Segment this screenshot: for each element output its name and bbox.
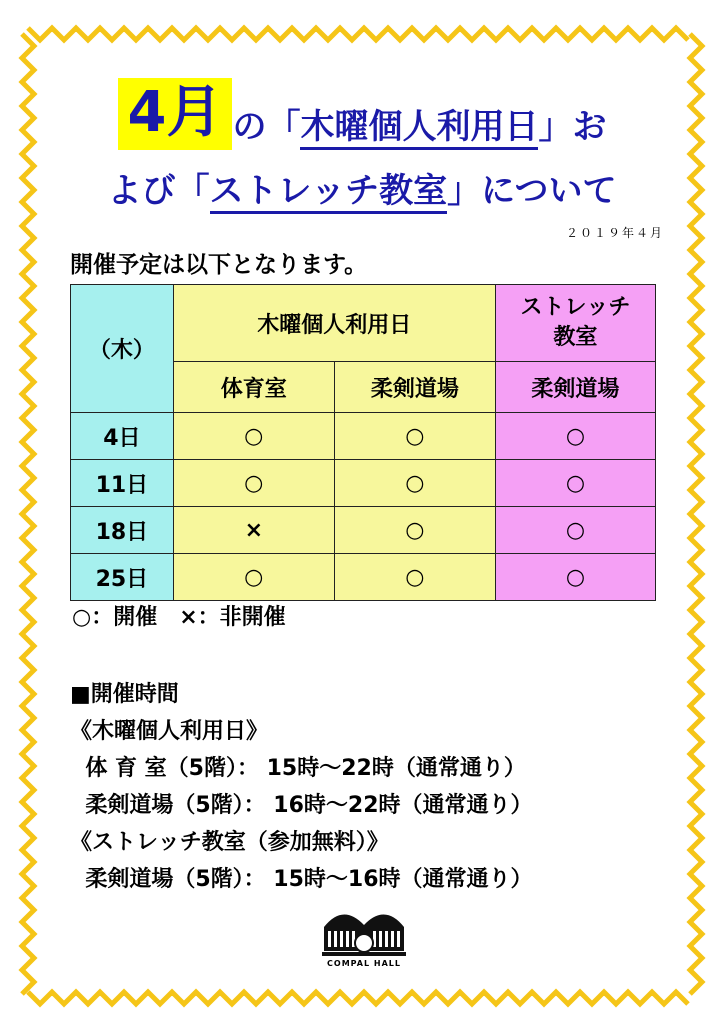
day-header: （木） [71, 285, 174, 413]
title-line-1 [0, 78, 724, 158]
schedule-times [70, 676, 533, 898]
day-cell: 25日 [71, 554, 174, 601]
mark-cell: ○ [495, 460, 655, 507]
day-cell: 4日 [71, 413, 174, 460]
day-cell: 18日 [71, 507, 174, 554]
mark-cell: ○ [334, 460, 495, 507]
issue-date: ２０１９年４月 [565, 226, 664, 240]
sub-header: 柔剣道場 [334, 362, 495, 413]
mark-cell: ○ [173, 413, 334, 460]
mark-cell: ○ [334, 507, 495, 554]
mark-cell: ○ [495, 507, 655, 554]
times-section-individual: 《木曜個人利用日》 [70, 719, 269, 744]
mark-cell: ○ [495, 413, 655, 460]
title-text-4: 」について [447, 171, 617, 211]
title-text-3: よび「 [107, 171, 210, 211]
group-header-stretch [495, 285, 655, 362]
title-underlined-2: ストレッチ教室 [210, 171, 448, 214]
group-header-stretch-line1: ストレッチ [520, 295, 631, 320]
group-header-individual: 木曜個人利用日 [173, 285, 495, 362]
title-month-highlight: 4月 [118, 78, 233, 150]
title-underlined-1: 木曜個人利用日 [300, 107, 538, 150]
legend-text: ○：開催 ×：非開催 [72, 605, 286, 630]
times-section-stretch: 《ストレッチ教室（参加無料）》 [70, 830, 389, 855]
group-header-stretch-line2: 教室 [553, 325, 598, 350]
mark-cell: ○ [334, 554, 495, 601]
day-cell: 11日 [71, 460, 174, 507]
mark-cell: ○ [173, 554, 334, 601]
title-line-2 [0, 168, 724, 228]
intro-text: 開催予定は以下となります。 [70, 252, 368, 278]
border-zigzag [28, 992, 688, 1004]
sub-header: 柔剣道場 [495, 362, 655, 413]
mark-cell: ○ [334, 413, 495, 460]
logo-text: COMPAL HALL [327, 959, 401, 968]
times-line: 柔剣道場（5階）： 15時～16時（通常通り） [70, 867, 533, 892]
compal-hall-logo-icon [322, 905, 406, 963]
times-line: 体 育 室（5階）： 15時～22時（通常通り） [70, 756, 526, 781]
mark-cell: × [173, 507, 334, 554]
times-heading: ■開催時間 [70, 682, 179, 707]
border-zigzag [28, 28, 688, 40]
mark-cell: ○ [173, 460, 334, 507]
table-row [71, 413, 656, 460]
table-row [71, 507, 656, 554]
table-row [71, 554, 656, 601]
table-row [71, 460, 656, 507]
title-text-2: 」お [538, 107, 607, 147]
sub-header: 体育室 [173, 362, 334, 413]
mark-cell: ○ [495, 554, 655, 601]
times-line: 柔剣道場（5階）： 16時～22時（通常通り） [70, 793, 533, 818]
title-text-1: の「 [232, 107, 301, 147]
schedule-table [70, 284, 656, 601]
